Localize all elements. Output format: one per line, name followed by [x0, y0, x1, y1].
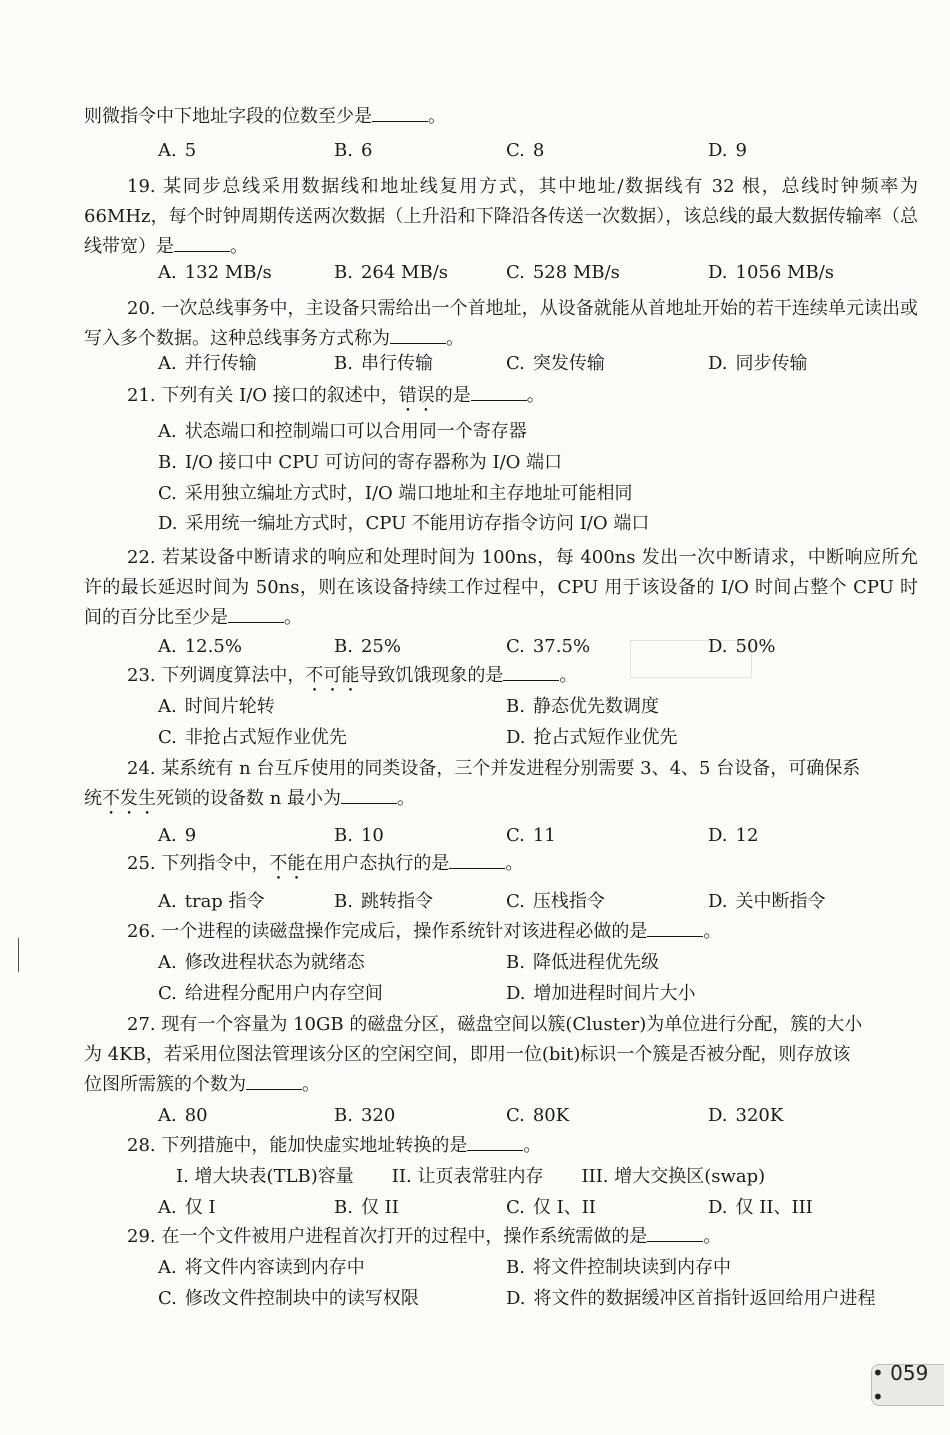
q26-stem: 26. 一个进程的读磁盘操作完成后，操作系统针对该进程必做的是 。 — [127, 921, 722, 942]
option-a: A. 5 — [158, 140, 197, 161]
option-letter: C. — [158, 1288, 177, 1309]
option-a: A. 12.5% — [158, 636, 242, 657]
q28-items: I. 增大块表(TLB)容量 II. 让页表常驻内存 III. 增大交换区(swap) — [176, 1166, 766, 1187]
option-c: C. 压栈指令 — [506, 891, 605, 912]
q19-stem: 19. 某同步总线采用数据线和地址线复用方式，其中地址/数据线有 32 根，总线时钟频率为 66MHz，每个时钟周期传送两次数据（上升沿和下降沿各传送一次数据），该总线的最大数据传输率（总线带宽）是 。 — [84, 176, 918, 257]
option-letter: B. — [506, 1257, 525, 1278]
answer-blank — [471, 386, 527, 401]
q28-stem: 28. 下列措施中，能加快虚实地址转换的是 。 — [127, 1135, 542, 1156]
option-letter: A. — [158, 140, 177, 161]
option-letter: A. — [158, 353, 177, 374]
option-letter: C. — [506, 140, 525, 161]
answer-blank — [503, 666, 559, 681]
option-letter: B. — [334, 825, 353, 846]
answer-blank — [174, 237, 230, 252]
answer-blank — [372, 107, 428, 122]
q21-option-a: A. 状态端口和控制端口可以合用同一个寄存器 — [158, 421, 527, 442]
option-letter: D. — [506, 727, 526, 748]
option-letter: B. — [334, 891, 353, 912]
option-letter: D. — [506, 983, 526, 1004]
page-number: • 059 • — [871, 1364, 944, 1406]
option-letter: D. — [708, 825, 728, 846]
option-letter: A. — [158, 262, 177, 283]
option-letter: D. — [708, 1105, 728, 1126]
answer-blank — [647, 1227, 703, 1242]
option-b: B. 降低进程优先级 — [506, 952, 659, 973]
option-letter: A. — [158, 636, 177, 657]
option-letter: A. — [158, 825, 177, 846]
option-letter: B. — [334, 636, 353, 657]
q21-option-b: B. I/O 接口中 CPU 可访问的寄存器称为 I/O 端口 — [158, 452, 563, 473]
option-b: B. 仅 II — [334, 1197, 399, 1218]
option-b: B. 10 — [334, 825, 384, 846]
answer-blank — [341, 789, 397, 804]
option-d: D. 9 — [708, 140, 747, 161]
answer-blank — [467, 1136, 523, 1151]
option-letter: D. — [506, 1288, 526, 1309]
option-a: A. 修改进程状态为就绪态 — [158, 952, 365, 973]
option-b: B. 25% — [334, 636, 401, 657]
option-a: A. 时间片轮转 — [158, 696, 275, 717]
q29-stem: 29. 在一个文件被用户进程首次打开的过程中，操作系统需做的是 。 — [127, 1226, 722, 1247]
answer-blank — [449, 854, 505, 869]
option-b: B. 6 — [334, 140, 373, 161]
option-b: B. 320 — [334, 1105, 396, 1126]
option-d: D. 320K — [708, 1105, 784, 1126]
option-letter: A. — [158, 1257, 177, 1278]
option-b: B. 264 MB/s — [334, 262, 448, 283]
option-letter: C. — [158, 483, 177, 504]
option-d: D. 仅 II、III — [708, 1197, 813, 1218]
q21-option-c: C. 采用独立编址方式时，I/O 端口地址和主存地址可能相同 — [158, 483, 633, 504]
option-letter: D. — [158, 513, 178, 534]
option-c: C. 突发传输 — [506, 353, 605, 374]
q21-stem: 21. 下列有关 I/O 接口的叙述中，错误的是 。 — [127, 385, 545, 406]
option-d: D. 将文件的数据缓冲区首指针返回给用户进程 — [506, 1288, 876, 1309]
option-letter: A. — [158, 1197, 177, 1218]
option-b: B. 静态优先数调度 — [506, 696, 659, 717]
option-c: C. 11 — [506, 825, 556, 846]
option-d: D. 50% — [708, 636, 776, 657]
option-letter: B. — [334, 353, 353, 374]
option-letter: B. — [506, 696, 525, 717]
option-d: D. 1056 MB/s — [708, 262, 835, 283]
option-letter: C. — [158, 727, 177, 748]
q23-stem: 23. 下列调度算法中，不可能导致饥饿现象的是 。 — [127, 665, 578, 686]
option-letter: A. — [158, 421, 177, 442]
answer-blank — [228, 608, 284, 623]
q27-stem-line2: 为 4KB，若采用位图法管理该分区的空闲空间，即用一位(bit)标识一个簇是否被分配，则存放该 — [84, 1044, 851, 1065]
option-letter: C. — [506, 825, 525, 846]
option-letter: C. — [158, 983, 177, 1004]
option-c: C. 修改文件控制块中的读写权限 — [158, 1288, 419, 1309]
option-c: C. 给进程分配用户内存空间 — [158, 983, 383, 1004]
option-letter: A. — [158, 891, 177, 912]
option-a: A. 并行传输 — [158, 353, 257, 374]
option-a: A. 仅 I — [158, 1197, 216, 1218]
option-letter: D. — [708, 1197, 728, 1218]
option-a: A. 132 MB/s — [158, 262, 272, 283]
option-a: A. 9 — [158, 825, 197, 846]
option-b: B. 串行传输 — [334, 353, 433, 374]
option-letter: C. — [506, 1105, 525, 1126]
option-a: A. 80 — [158, 1105, 208, 1126]
option-letter: D. — [708, 636, 728, 657]
margin-mark — [18, 938, 19, 972]
option-c: C. 37.5% — [506, 636, 591, 657]
option-letter: C. — [506, 1197, 525, 1218]
option-c: C. 528 MB/s — [506, 262, 620, 283]
q27-stem-line1: 27. 现有一个容量为 10GB 的磁盘分区，磁盘空间以簇(Cluster)为单位进行分配，簇的大小 — [127, 1014, 863, 1035]
option-d: D. 关中断指令 — [708, 891, 826, 912]
option-letter: A. — [158, 952, 177, 973]
option-d: D. 增加进程时间片大小 — [506, 983, 696, 1004]
option-c: C. 仅 I、II — [506, 1197, 596, 1218]
q24-stem-line2: 统不发生死锁的设备数 n 最小为 。 — [84, 788, 416, 809]
option-letter: D. — [708, 140, 728, 161]
option-letter: B. — [334, 1197, 353, 1218]
option-letter: C. — [506, 262, 525, 283]
option-letter: D. — [708, 262, 728, 283]
answer-blank — [390, 329, 446, 344]
option-letter: B. — [158, 452, 177, 473]
option-letter: C. — [506, 636, 525, 657]
option-letter: C. — [506, 353, 525, 374]
option-b: B. 跳转指令 — [334, 891, 433, 912]
option-letter: B. — [334, 140, 353, 161]
option-letter: A. — [158, 1105, 177, 1126]
option-c: C. 80K — [506, 1105, 570, 1126]
option-letter: A. — [158, 696, 177, 717]
option-d: D. 12 — [708, 825, 759, 846]
option-d: D. 抢占式短作业优先 — [506, 727, 678, 748]
q22-stem: 22. 若某设备中断请求的响应和处理时间为 100ns，每 400ns 发出一次中断请求，中断响应所允许的最长延迟时间为 50ns，则在该设备持续工作过程中，CPU 用于该设备的 I/O 时间占整个 CPU 时间的百分比至少是 。 — [84, 547, 918, 628]
q18-stem-tail: 则微指令中下地址字段的位数至少是 。 — [84, 106, 446, 127]
q24-stem-line1: 24. 某系统有 n 台互斥使用的同类设备，三个并发进程分别需要 3、4、5 台设备，可确保系 — [127, 758, 861, 779]
option-letter: D. — [708, 353, 728, 374]
option-letter: B. — [334, 262, 353, 283]
option-letter: B. — [506, 952, 525, 973]
option-a: A. trap 指令 — [158, 891, 265, 912]
answer-blank — [246, 1075, 302, 1090]
q25-stem: 25. 下列指令中，不能在用户态执行的是 。 — [127, 853, 524, 874]
q21-option-d: D. 采用统一编址方式时，CPU 不能用访存指令访问 I/O 端口 — [158, 513, 650, 534]
option-b: B. 将文件控制块读到内存中 — [506, 1257, 731, 1278]
option-a: A. 将文件内容读到内存中 — [158, 1257, 365, 1278]
option-c: C. 非抢占式短作业优先 — [158, 727, 347, 748]
q20-stem: 20. 一次总线事务中，主设备只需给出一个首地址，从设备就能从首地址开始的若干连续单元读出或写入多个数据。这种总线事务方式称为 。 — [84, 298, 918, 349]
option-letter: B. — [334, 1105, 353, 1126]
q27-stem-line3: 位图所需簇的个数为 。 — [84, 1074, 320, 1095]
option-letter: D. — [708, 891, 728, 912]
option-c: C. 8 — [506, 140, 545, 161]
option-letter: C. — [506, 891, 525, 912]
option-d: D. 同步传输 — [708, 353, 808, 374]
answer-blank — [647, 922, 703, 937]
